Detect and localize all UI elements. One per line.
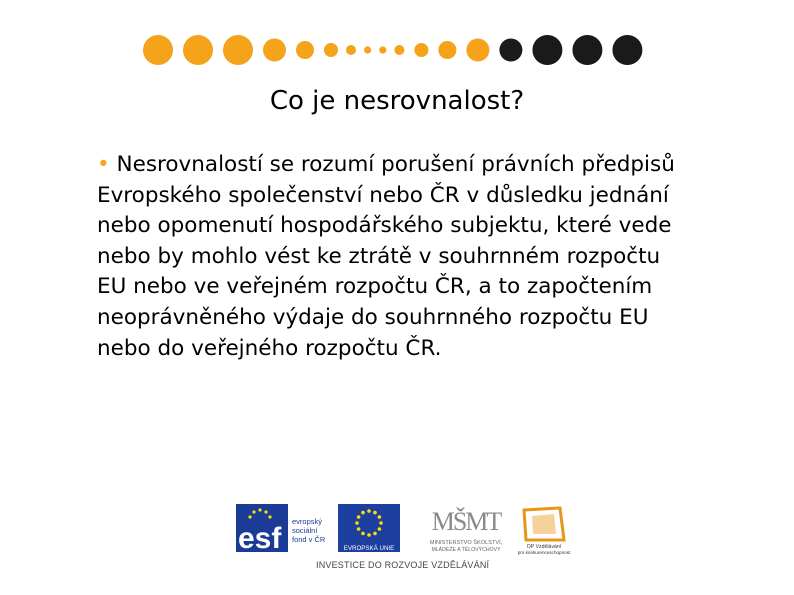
sponsor-logos: [234, 500, 574, 580]
svg-text:EVROPSKÁ UNIE: EVROPSKÁ UNIE: [343, 545, 395, 552]
msmt-logo-text: MŠMT: [431, 507, 501, 536]
footer-caption: INVESTICE DO ROZVOJE VZDĚLÁVÁNÍ: [316, 560, 490, 570]
body-line-2: Evropského společenství nebo ČR v důsledku jednání: [97, 182, 669, 208]
esf-logo-text: esf: [238, 522, 282, 552]
body-line-6: neoprávněného výdaje do souhrnného rozpočtu EU: [97, 304, 649, 330]
decorative-dot: [394, 45, 404, 55]
eu-star-icon: [355, 521, 359, 525]
decorative-dot: [263, 39, 286, 62]
svg-text:pro konkurenceschopnost: pro konkurenceschopnost: [517, 550, 571, 555]
esf-logo: [236, 504, 332, 552]
eu-star-icon: [378, 527, 382, 531]
decorative-dot: [296, 41, 314, 59]
eu-star-icon: [379, 521, 383, 525]
decorative-dot: [346, 45, 356, 55]
svg-text:OP Vzdělávání: OP Vzdělávání: [526, 544, 562, 550]
decorative-dot: [532, 35, 562, 65]
msmt-logo: [424, 500, 508, 556]
body-line-5: EU nebo ve veřejném rozpočtu ČR, a to započtením: [97, 274, 653, 300]
decorative-dot: [414, 43, 428, 57]
decorative-dot: [223, 35, 253, 65]
decorative-dot: [324, 43, 338, 57]
svg-text:evropský: evropský: [292, 517, 323, 526]
decorative-dot: [438, 41, 456, 59]
decorative-dot: [499, 39, 522, 62]
decorative-dot: [183, 35, 213, 65]
eu-star-icon: [361, 511, 365, 515]
eu-star-icon: [378, 515, 382, 519]
decorative-dot: [364, 46, 371, 53]
eu-star-icon: [373, 511, 377, 515]
svg-text:MINISTERSTVO ŠKOLSTVÍ,: MINISTERSTVO ŠKOLSTVÍ,: [429, 540, 503, 546]
body-line-4: nebo by mohlo vést ke ztrátě v souhrnném rozpočtu: [97, 243, 661, 269]
eu-star-icon: [357, 527, 361, 531]
eu-flag-logo: [338, 504, 400, 552]
svg-text:MLÁDEŽE A TĚLOVÝCHOVY: MLÁDEŽE A TĚLOVÝCHOVY: [431, 547, 501, 553]
body-line-7: nebo do veřejného rozpočtu ČR.: [97, 335, 442, 361]
decorative-dot: [466, 39, 489, 62]
eu-star-icon: [361, 532, 365, 536]
body-line-1: • Nesrovnalostí se rozumí porušení právních předpisů: [97, 152, 675, 177]
decorative-dot: [572, 35, 602, 65]
eu-star-icon: [373, 532, 377, 536]
decorative-dot: [379, 46, 386, 53]
decorative-dot-row: [0, 0, 794, 90]
bullet-icon: •: [97, 152, 110, 177]
eu-star-icon: [367, 509, 371, 513]
decorative-dot: [612, 35, 642, 65]
svg-text:sociální: sociální: [292, 526, 318, 535]
slide-title: Co je nesrovnalost?: [269, 86, 525, 116]
eu-star-icon: [367, 533, 371, 537]
body-line-3: nebo opomenutí hospodářského subjektu, které vede: [97, 213, 672, 239]
op-vzdelavani-logo: [516, 504, 572, 556]
decorative-dot: [143, 35, 173, 65]
eu-star-icon: [357, 515, 361, 519]
slide-body: [97, 150, 737, 364]
svg-text:fond v ČR: fond v ČR: [292, 535, 326, 544]
